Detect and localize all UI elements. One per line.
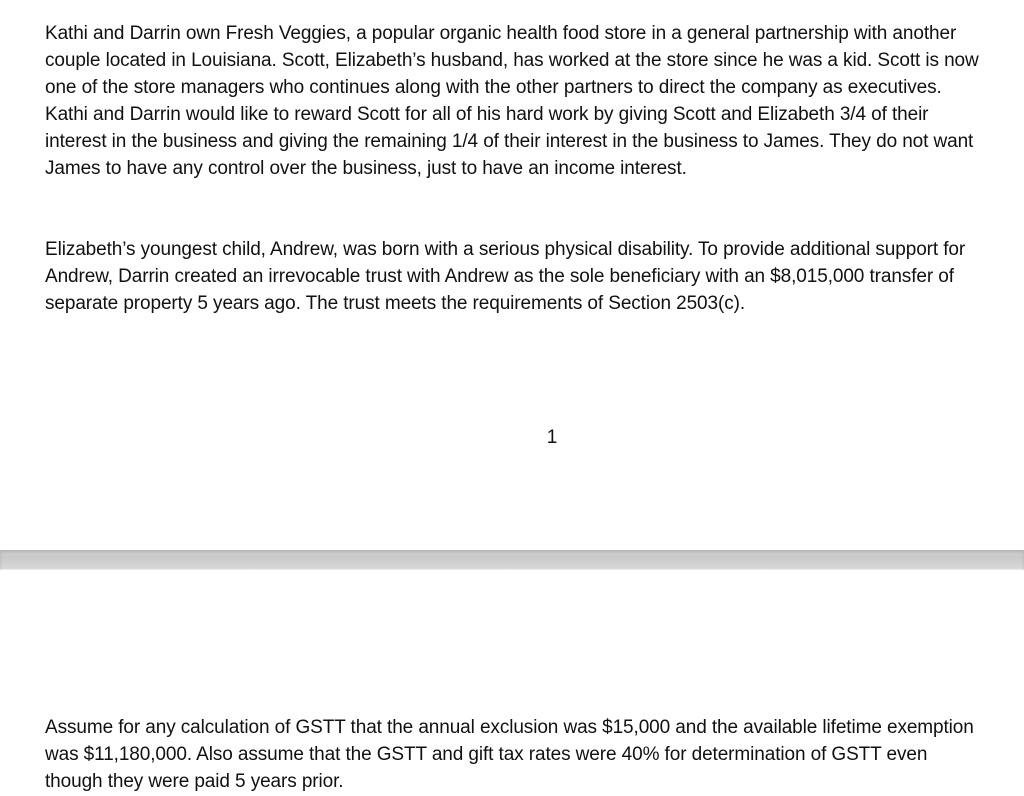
page2-paragraph-1: Assume for any calculation of GSTT that the annual exclusion was $15,000 and the available lifetime exemption was $11,180,000. Also assume that the GSTT and gift tax rates were 40% for determination of GSTT even though they were paid 5 years prior. [45, 717, 974, 792]
page-separator [0, 550, 1024, 570]
page1-paragraph-1: Kathi and Darrin own Fresh Veggies, a popular organic health food store in a general partnership with another couple located in Louisiana. Scott, Elizabeth’s husband, has worked at the store since he was a kid. Scott is now one of the store managers who continues along with the other partners to direct the company as executives. Kathi and Darrin would like to reward Scott for all of his hard work by giving Scott and Elizabeth 3/4 of their interest in the business and giving the remaining 1/4 of their interest in the business to James. They do not want James to have any control over the business, just to have an income interest. [45, 23, 979, 179]
page-number: 1 [546, 427, 558, 448]
page1-paragraph-2: Elizabeth’s youngest child, Andrew, was born with a serious physical disability. To provide additional support for Andrew, Darrin created an irrevocable trust with Andrew as the sole beneficiary with an $8,015,000 transfer of separate property 5 years ago. The trust meets the requirements of Section 2503(c). [45, 239, 966, 314]
